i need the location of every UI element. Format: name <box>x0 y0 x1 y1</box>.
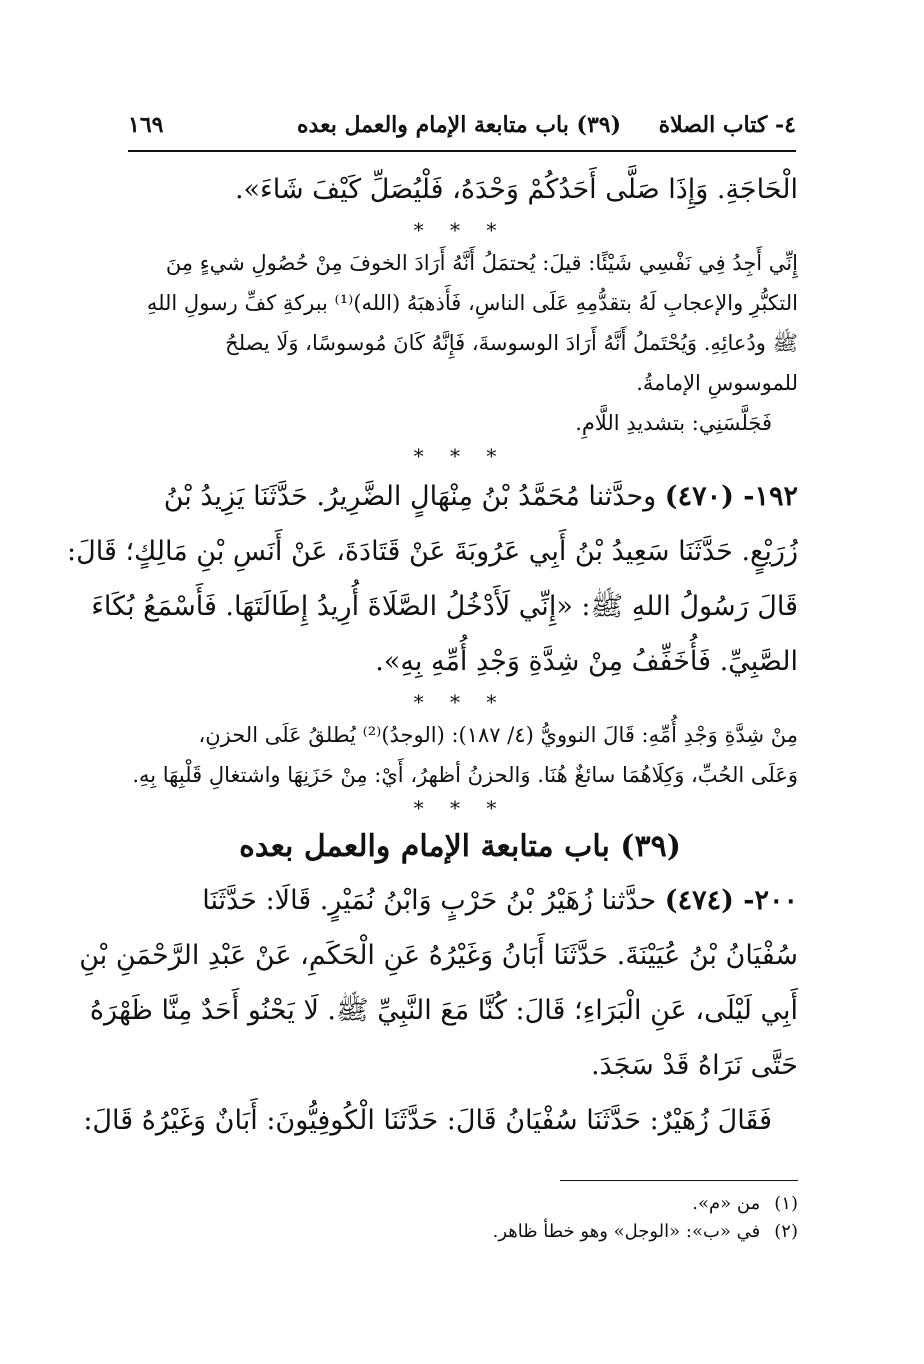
commentary-line: وَعَلَى الحُبِّ، وَكِلَاهُمَا سائغٌ هُنَا. وَالحزنُ أظهرُ، أَيْ: مِنْ حَزَنِهَا واشتغالِ قَلْبِهَا بِهِ. <box>132 763 798 787</box>
footnote-rule <box>560 1180 798 1181</box>
footnote-2 <box>493 1218 798 1246</box>
hadith-number: ٢٠٠- (٤٧٤) <box>664 885 798 916</box>
hadith-192 <box>67 469 798 689</box>
commentary-block-2 <box>122 715 798 795</box>
header-section: (٣٩) باب متابعة الإمام والعمل بعده <box>297 112 621 138</box>
footnote-1 <box>493 1190 798 1218</box>
chapter-title: (٣٩) باب متابعة الإمام والعمل بعده <box>239 829 681 864</box>
commentary-line: ﷺ ودُعائِهِ. وَيُحْتَملُ أَنَّهُ أَرَادَ الوسوسةَ، فَإِنَّهُ كَانَ مُوسوسًا، وَلَا يصلحُ <box>225 331 798 355</box>
commentary-line: إِنِّي أَجِدُ فِي نَفْسِي شَيْئًا: قيلَ: يُحتمَلُ أَنَّهُ أَرَادَ الخوفَ مِنْ حُصُولِ شيءٍ مِنَ <box>165 251 798 275</box>
hadith-line: سُفْيَانُ بْنُ عُيَيْنَةَ. حَدَّثَنَا أَبَانُ وَغَيْرُهُ عَنِ الْحَكَمِ، عَنْ عَبْدِ الرَّحْمَنِ بْنِ <box>79 940 798 971</box>
hadith-line: أَبِي لَيْلَى، عَنِ الْبَرَاءِ؛ قَالَ: كُنَّا مَعَ النَّبِيِّ ﷺ. لَا يَحْنُو أَحَدٌ مِنَّا ظَهْرَهُ <box>89 995 798 1026</box>
footnote-text: في «ب»: «الوجل» وهو خطأ ظاهر. <box>492 1221 761 1242</box>
hadith-number: ١٩٢- (٤٧٠) <box>664 481 798 512</box>
commentary-line: التكبُّرِ والإعجابِ لَهُ بتقدُّمِهِ عَلَى الناسِ، فَأَذهبَهُ (الله)⁽¹⁾ ببركةِ كفِّ رسولِ اللهِ <box>146 291 798 315</box>
footnote-number: (٢) <box>774 1221 798 1242</box>
commentary-line: مِنْ شِدَّةِ وَجْدِ أُمِّهِ: قَالَ النوويُّ (٤/ ١٨٧): (الوجدُ)⁽²⁾ يُطلقُ عَلَى الحزنِ، <box>198 723 798 747</box>
hadith-line: فَقَالَ زُهَيْرٌ: حَدَّثَنَا سُفْيَانُ قَالَ: حَدَّثَنَا الْكُوفِيُّونَ: أَبَانٌ وَغَيْرُهُ قَالَ: <box>83 1105 772 1136</box>
stars-separator: * * * <box>413 218 507 242</box>
hadith-line: وحدَّثنا مُحَمَّدُ بْنُ مِنْهَالٍ الضَّرِيرُ. حَدَّثَنَا يَزِيدُ بْنُ <box>163 481 657 512</box>
header-rule <box>128 150 796 152</box>
hadith-line: قَالَ رَسُولُ اللهِ ﷺ: «إِنِّي لَأَدْخُلُ الصَّلَاةَ أُرِيدُ إِطَالَتَهَا. فَأَسْمَعُ بُكَاءَ <box>91 591 798 622</box>
commentary-block-1 <box>122 243 798 443</box>
commentary-line: فَجَلَّسَنِي: بتشديدِ اللَّامِ. <box>575 411 772 435</box>
footnote-text: من «م». <box>692 1193 761 1214</box>
header-chapter: ٤- كتاب الصلاة <box>658 112 796 138</box>
stars-separator: * * * <box>413 444 507 468</box>
stars-separator: * * * <box>413 796 507 820</box>
footnotes <box>493 1190 798 1246</box>
hadith-line: زُرَيْعٍ. حَدَّثَنَا سَعِيدُ بْنُ أَبِي عَرُوبَةَ عَنْ قَتَادَةَ، عَنْ أَنَسِ بْنِ مَالِكٍ؛ قَالَ: <box>67 536 798 567</box>
page-number: ١٦٩ <box>128 112 164 138</box>
stars-separator: * * * <box>413 690 507 714</box>
commentary-line: للموسوسِ الإمامةُ. <box>636 371 798 395</box>
hadith-line: حدَّثنا زُهَيْرُ بْنُ حَرْبٍ وَابْنُ نُمَيْرٍ. قَالَا: حَدَّثَنَا <box>202 885 657 916</box>
page-body <box>67 162 798 1148</box>
running-header <box>128 112 796 152</box>
hadith-line: الصَّبِيِّ. فَأُخَفِّفُ مِنْ شِدَّةِ وَجْدِ أُمِّهِ بِهِ». <box>375 646 798 677</box>
hadith-line: حَتَّى نَرَاهُ قَدْ سَجَدَ. <box>590 1050 798 1081</box>
top-line: الْحَاجَةِ. وَإِذَا صَلَّى أَحَدُكُمْ وَحْدَهُ، فَلْيُصَلِّ كَيْفَ شَاءَ». <box>234 174 798 205</box>
hadith-200 <box>79 873 798 1148</box>
footnote-number: (١) <box>774 1193 798 1214</box>
